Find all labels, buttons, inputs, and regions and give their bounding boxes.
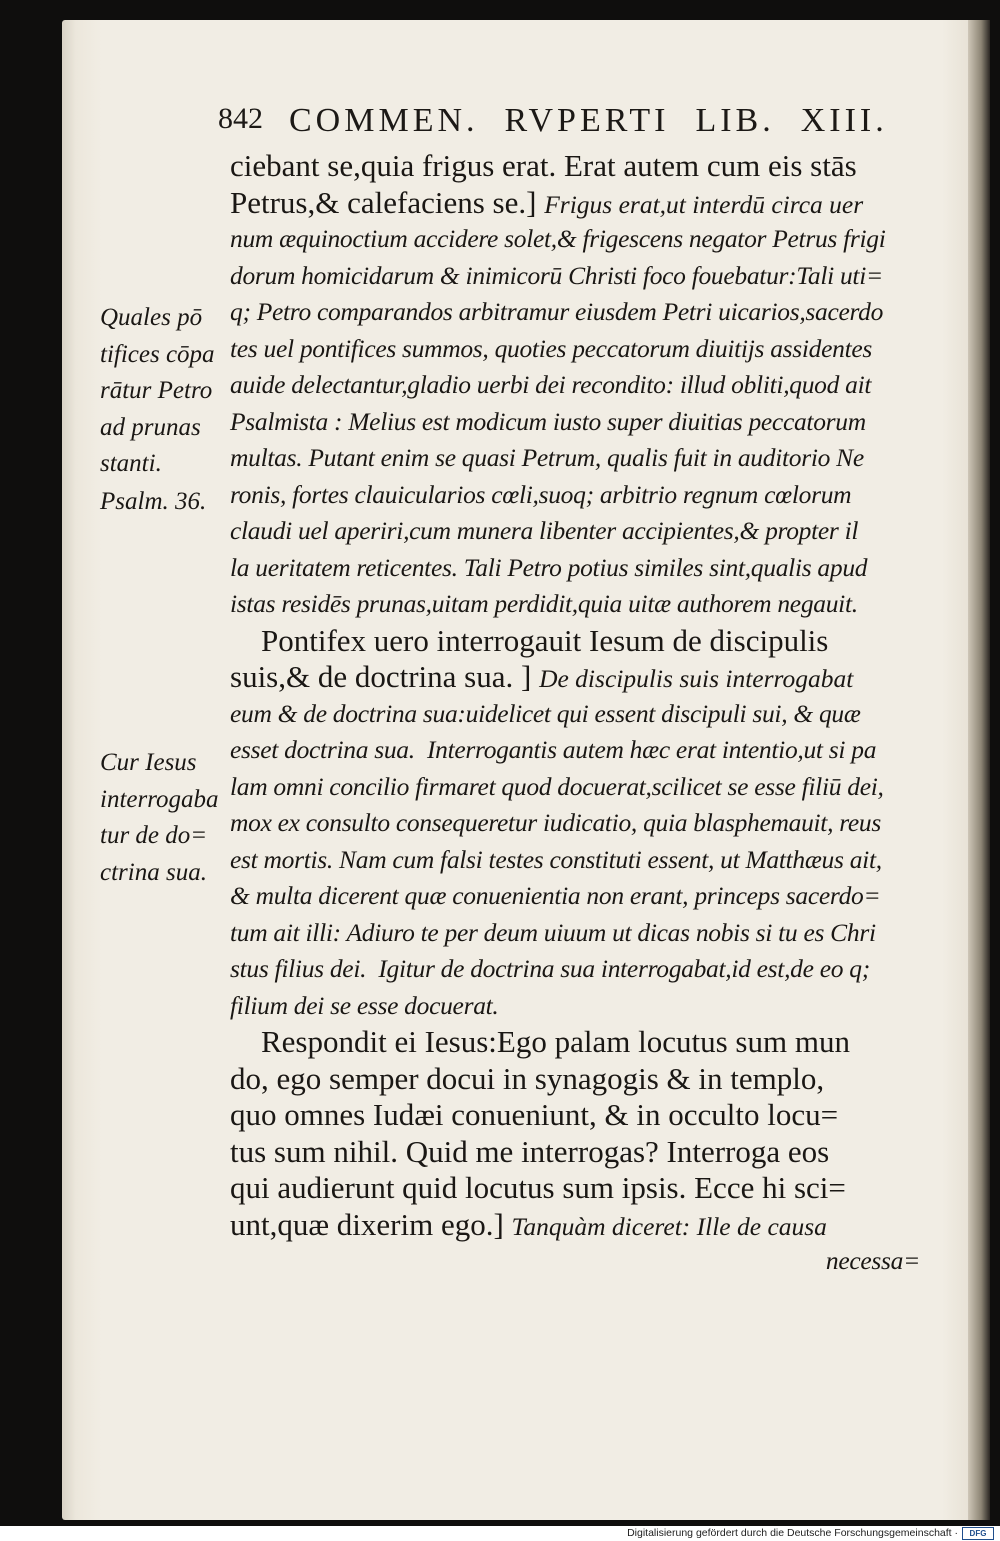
text-line: lam omni concilio firmaret quod docuerat,scilicet se esse filiū dei, [230,771,884,801]
margin-note-line: tifices cōpa [100,340,215,368]
text-line: ronis, fortes clauicularios cœli,suoq; arbitrio regnum cœlorum [230,479,852,509]
main-text-body [230,148,930,1280]
text-line: stus filius dei. Igitur de doctrina sua interrogabat,id est,de eo q; [230,954,870,983]
margin-note-line: rātur Petro [100,377,213,404]
text-line: Respondit ei Iesus:Ego palam locutus sum mun [230,1024,850,1059]
text-line [230,1207,930,1244]
text-line: tum ait illi: Adiuro te per deum uiuum ut dicas nobis si tu es Chri [230,917,876,947]
text-line: dorum homicidarum & inimicorū Christi foco fouebatur:Tali uti= [230,260,883,290]
margin-note-line: Psalm. 36. [100,488,207,515]
text-line: multas. Putant enim se quasi Petrum, qualis fuit in auditorio Ne [230,443,864,472]
margin-note-line: ad prunas [100,413,201,441]
text-line [230,659,930,696]
margin-note-line: Cur Iesus [100,749,197,776]
margin-note-cur-iesus [100,745,219,891]
text-line [230,185,930,222]
text-line: quo omnes Iudæi conueniunt, & in occulto locu= [230,1097,839,1132]
book-edge [968,20,990,1520]
text-line-italic: Frigus erat,ut interdū circa uer [544,189,864,219]
text-line: la ueritatem reticentes. Tali Petro potius similes sint,qualis apud [230,552,868,582]
text-line: auide delectantur,gladio uerbi dei recondito: illud obliti,quod ait [230,370,872,399]
text-line: do, ego semper docui in synagogis & in templo, [230,1060,825,1096]
text-line: num æquinoctium accidere solet,& frigescens negator Petrus frigi [230,224,886,253]
running-head-title-2: RVPERTI [504,102,670,139]
margin-note-quales [100,300,215,483]
running-head-title-1: COMMEN. [289,102,479,139]
text-line: est mortis. Nam cum falsi testes constituti essent, ut Matthæus ait, [230,844,882,874]
margin-note-psalm [100,484,206,521]
text-line: & multa dicerent quæ conuenientia non erant, princeps sacerdo= [230,881,881,910]
footer-credit-text: Digitalisierung gefördert durch die Deutsche Forschungsgemeinschaft · [627,1527,958,1539]
margin-note-line: ctrina sua. [100,858,207,886]
text-line: istas residēs prunas,uitam perdidit,quia uitæ authorem negauit. [230,589,858,618]
dfg-logo: DFG [962,1527,994,1540]
text-line: claudi uel aperiri,cum munera libenter accipientes,& propter il [230,516,859,545]
catchword: necessa= [825,1246,920,1275]
text-line-italic: Tanquàm diceret: Ille de causa [511,1211,827,1241]
text-line-roman: unt,quæ dixerim ego.] [230,1206,512,1242]
running-head-title-3: LIB. [695,102,775,139]
text-line: mox ex consulto consequeretur iudicatio, quia blasphemauit, reus [230,808,882,837]
margin-note-line: interrogaba [100,785,219,813]
page-number: 842 [218,102,263,135]
text-line: Pontifex uero interrogauit Iesum de discipulis [230,622,829,658]
text-line: tes uel pontifices summos, quoties peccatorum diuitijs assidentes [230,333,873,363]
text-line: ciebant se,quia frigus erat. Erat autem cum eis stās [230,148,857,183]
text-line: eum & de doctrina sua:uidelicet qui essent discipuli sui, & quæ [230,698,861,728]
running-head [218,102,890,140]
text-line-italic: De discipulis suis interrogabat [539,664,854,693]
text-line-roman: suis,& de doctrina sua. ] [230,659,540,694]
text-line: qui audierunt quid locutus sum ipsis. Ecce hi sci= [230,1170,846,1205]
margin-note-line: stanti. [100,450,162,477]
margin-note-line: tur de do= [100,822,208,849]
text-line: esset doctrina sua. Interrogantis autem hæc erat intentio,ut si pa [230,735,877,764]
text-line: filium dei se esse docuerat. [230,990,499,1020]
margin-note-line: Quales pō [100,304,203,331]
text-line-roman: Petrus,& calefaciens se.] [230,184,545,220]
text-line: Psalmista : Melius est modicum iusto super diuitias peccatorum [230,406,866,436]
text-line: q; Petro comparandos arbitramur eiusdem Petri uicarios,sacerdo [230,297,884,326]
running-head-title-4: XIII. [800,102,888,139]
text-line: tus sum nihil. Quid me interrogas? Interroga eos [230,1133,830,1169]
footer-credit [627,1526,994,1540]
